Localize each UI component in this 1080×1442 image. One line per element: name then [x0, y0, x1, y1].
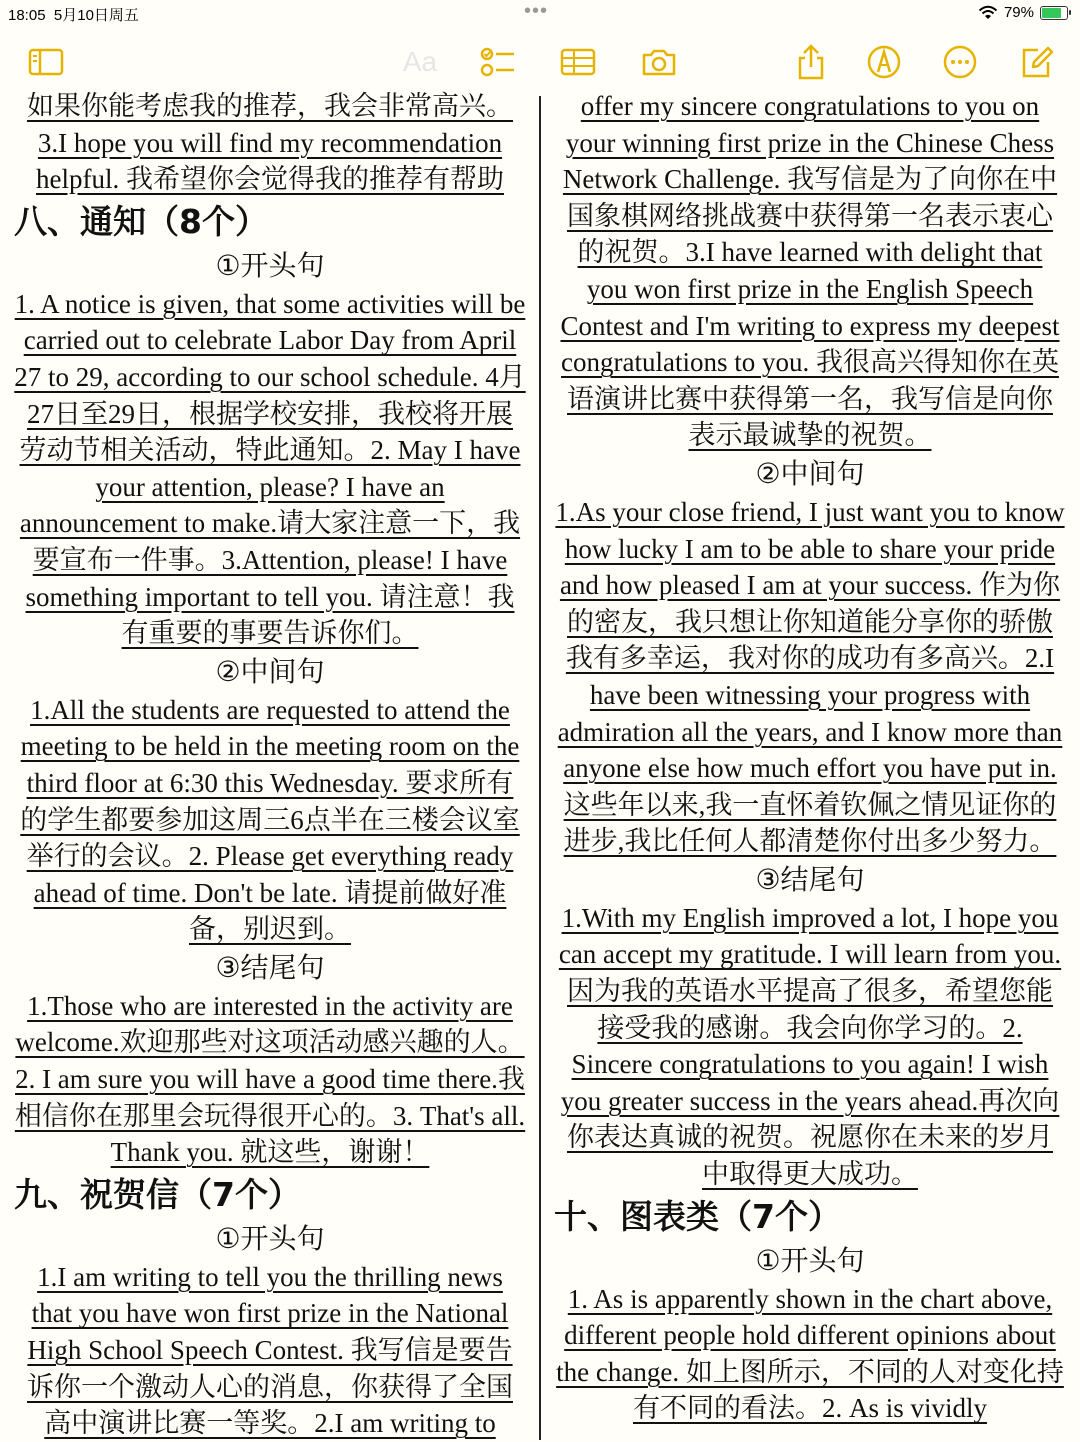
- left-intro-paragraph: 如果你能考虑我的推荐，我会非常高兴。3.I hope you will find my recommendation helpful. 我希望你会觉得我的推荐有帮助: [27, 91, 513, 195]
- compose-icon[interactable]: [1016, 42, 1056, 82]
- notice-middle-heading: ②中间句: [215, 654, 325, 688]
- battery-percent: 79%: [1003, 4, 1034, 21]
- section-heading-notice: 八、通知（8个）: [14, 201, 268, 241]
- section-heading-congrats: 九、祝贺信（7个）: [14, 1174, 301, 1214]
- battery-icon: [1040, 6, 1068, 20]
- status-time: 18:05 5月10日周五: [8, 7, 139, 24]
- sidebar-toggle-icon[interactable]: [26, 42, 66, 82]
- table-icon[interactable]: [558, 42, 598, 82]
- column-divider: [539, 96, 541, 1440]
- right-intro-paragraph: offer my sincere congratulations to you on your winning first prize in the Chinese Chess Network Challenge. 我写信是为了向你在中国象棋网络挑战赛中获得第一名表示衷心的祝贺。3.I have learned with delight that you won first prize in the English Speech Contest and I'm writing to express my deepest congratulations to you. 我很高兴得知你在英语演讲比赛中获得第一名，我写信是向你表示最诚挚的祝贺。: [560, 91, 1060, 451]
- camera-icon[interactable]: [639, 42, 679, 82]
- congrats-opening-heading: ①开头句: [215, 1221, 325, 1255]
- congrats-ending-paragraph: 1.With my English improved a lot, I hope you can accept my gratitude. I will learn from you. 因为我的英语水平提高了很多，希望您能接受我的感谢。我会向你学习的。2. Sincere congratulations to you again! I wish you greater success in the years ahead.再次向你表达真诚的祝贺。祝愿你在未来的岁月中取得更大成功。: [558, 902, 1062, 1190]
- left-column: [14, 88, 526, 1442]
- status-right: [978, 4, 1068, 21]
- congrats-ending-heading: ③结尾句: [755, 862, 865, 896]
- more-icon[interactable]: [940, 42, 980, 82]
- notice-middle-paragraph: 1.All the students are requested to attend the meeting to be held in the meeting room on the third floor at 6:30 this Wednesday. 要求所有的学生都要参加这周三6点半在三楼会议室举行的会议。2. Please get everything ready ahead of time. Don't be late. 请提前做好准备，别迟到。: [20, 694, 520, 945]
- wifi-icon: [978, 5, 998, 21]
- congrats-middle-paragraph: 1.As your close friend, I just want you to know how lucky I am to be able to share your pride and how pleased I am at your success. 作为你的密友，我只想让你知道能分享你的骄傲我有多幸运，我对你的成功有多高兴。2.I have been witnessing your progress with admiration all the years, and I know more than anyone else how much effort you have put in. 这些年以来,我一直怀着钦佩之情见证你的进步,我比任何人都清楚你付出多少努力。: [555, 496, 1065, 857]
- notice-ending-paragraph: 1.Those who are interested in the activity are welcome.欢迎那些对这项活动感兴趣的人。2. I am sure you will have a good time there.我相信你在那里会玩得很开心的。3. That's all. Thank you. 就这些，谢谢！: [14, 990, 526, 1168]
- notice-opening-paragraph: 1. A notice is given, that some activities will be carried out to celebrate Labor Day from April 27 to 29, according to our school schedule. 4月27日至29日，根据学校安排，我校将开展劳动节相关活动，特此通知。2. May I have your attention, please? I have an announcement to make.请大家注意一下，我要宣布一件事。3.Attention, please! I have something important to tell you. 请注意！我有重要的事要告诉你们。: [14, 288, 526, 649]
- toolbar: [0, 38, 1080, 86]
- markup-pen-icon[interactable]: [864, 42, 904, 82]
- status-bar: [0, 0, 1080, 30]
- multitask-dots-icon[interactable]: •••: [524, 0, 549, 22]
- share-icon[interactable]: [791, 42, 831, 82]
- congrats-middle-heading: ②中间句: [755, 456, 865, 490]
- format-text-button[interactable]: Aa: [402, 46, 438, 77]
- section-heading-chart: 十、图表类（7个）: [554, 1196, 841, 1236]
- status-date: 5月10日周五: [53, 7, 139, 24]
- notice-opening-heading: ①开头句: [215, 248, 325, 282]
- checklist-icon[interactable]: [478, 42, 518, 82]
- chart-opening-heading: ①开头句: [755, 1243, 865, 1277]
- notice-ending-heading: ③结尾句: [215, 950, 325, 984]
- chart-opening-paragraph: 1. As is apparently shown in the chart above, different people hold different opinions about the change. 如上图所示，不同的人对变化持有不同的看法。2. As is vividly: [556, 1283, 1064, 1424]
- congrats-opening-paragraph: 1.I am writing to tell you the thrilling news that you have won first prize in the National High School Speech Contest. 我写信是要告诉你一个激动人心的消息，你获得了全国高中演讲比赛一等奖。2.I am writing to: [27, 1261, 513, 1439]
- right-column: [554, 88, 1066, 1427]
